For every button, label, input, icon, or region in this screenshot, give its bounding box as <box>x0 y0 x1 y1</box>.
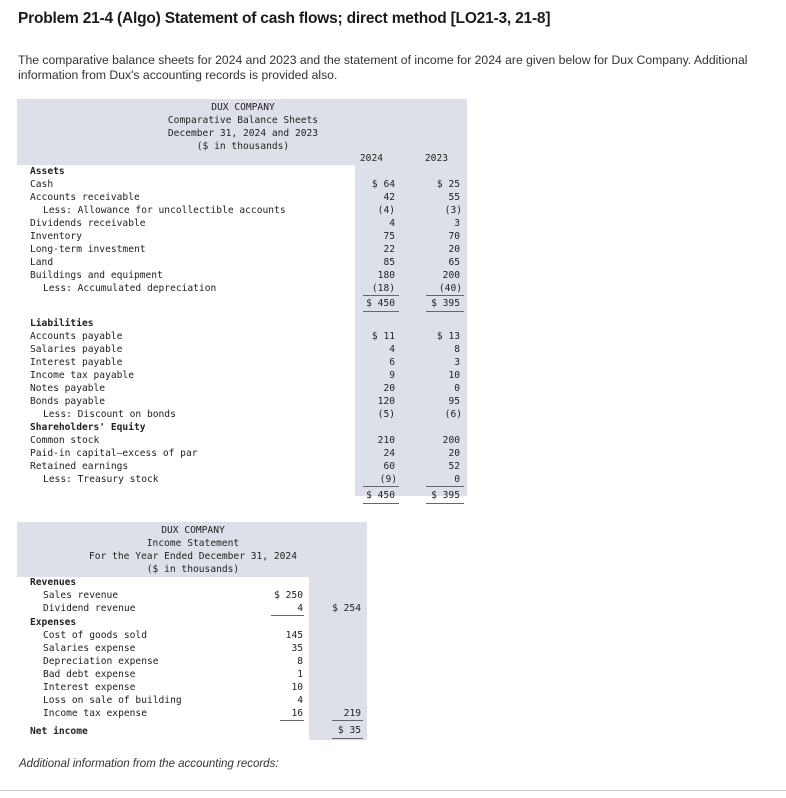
equity-2024: 24 <box>383 448 395 459</box>
liab-total-rule <box>363 503 399 504</box>
asset-label: Cash <box>30 179 54 190</box>
liab-subtotal-rule <box>426 486 464 487</box>
bs-company-name: DUX COMPANY <box>211 102 275 113</box>
assets-total-rule <box>363 311 399 312</box>
expense-label: Salaries expense <box>43 643 136 654</box>
asset-2023: (40) <box>438 283 462 294</box>
assets-subtotal-rule <box>363 295 399 296</box>
equity-label: Common stock <box>30 435 100 446</box>
equity-2024: 60 <box>383 461 395 472</box>
expense-label: Loss on sale of building <box>43 695 182 706</box>
equity-label: Paid-in capital—excess of par <box>30 448 198 459</box>
equity-2023: 0 <box>454 474 460 485</box>
assets-subtotal-rule <box>426 295 464 296</box>
liability-label: Salaries payable <box>30 344 123 355</box>
asset-2023: $ 25 <box>436 179 460 190</box>
liability-2024: $ 11 <box>371 331 395 342</box>
expense-amount: 4 <box>297 695 303 706</box>
equity-2023: 20 <box>448 448 460 459</box>
bs-units: ($ in thousands) <box>196 141 290 152</box>
problem-title: Problem 21-4 (Algo) Statement of cash flows; direct method [LO21-3, 21-8] <box>18 10 551 27</box>
liability-2024: 6 <box>389 357 395 368</box>
equity-2024: 210 <box>377 435 395 446</box>
asset-2024: 4 <box>389 218 395 229</box>
liability-2023: 0 <box>454 383 460 394</box>
liab-total-2023: $ 395 <box>431 490 460 501</box>
assets-total-2023: $ 395 <box>431 298 460 309</box>
asset-2023: 20 <box>448 244 460 255</box>
is-statement-name: Income Statement <box>146 538 240 549</box>
asset-2024: (18) <box>371 283 395 294</box>
liability-2024: 4 <box>389 344 395 355</box>
liability-2023: 3 <box>454 357 460 368</box>
is-company-name: DUX COMPANY <box>161 525 225 536</box>
is-period: For the Year Ended December 31, 2024 <box>89 551 297 562</box>
net-income-label: Net income <box>30 726 88 737</box>
expense-label: Interest expense <box>43 682 136 693</box>
liab-total-2024: $ 450 <box>366 490 395 501</box>
liability-2024: 20 <box>383 383 395 394</box>
revenue-label: Sales revenue <box>43 590 119 601</box>
expense-amount: 8 <box>297 656 303 667</box>
expenses-heading: Expenses <box>30 617 77 628</box>
liability-2024: 120 <box>377 396 395 407</box>
expense-amount: 16 <box>291 708 303 719</box>
asset-label: Less: Accumulated depreciation <box>43 283 217 294</box>
equity-label: Less: Treasury stock <box>43 474 159 485</box>
expense-label: Bad debt expense <box>43 669 136 680</box>
asset-2023: (3) <box>444 205 462 216</box>
asset-label: Inventory <box>30 231 82 242</box>
liability-2024: (5) <box>377 409 395 420</box>
asset-label: Long-term investment <box>30 244 146 255</box>
asset-label: Buildings and equipment <box>30 270 163 281</box>
liability-label: Income tax payable <box>30 370 134 381</box>
expenses-rule <box>280 720 304 721</box>
bs-date: December 31, 2024 and 2023 <box>167 128 319 139</box>
expense-label: Depreciation expense <box>43 656 159 667</box>
asset-2023: 200 <box>442 270 460 281</box>
asset-2024: (4) <box>377 205 395 216</box>
asset-2023: 55 <box>448 192 460 203</box>
expense-amount: 35 <box>291 643 303 654</box>
asset-2024: 180 <box>377 270 395 281</box>
equity-2023: 200 <box>442 435 460 446</box>
asset-2023: 70 <box>448 231 460 242</box>
net-income-amount: $ 35 <box>337 725 361 736</box>
is-units: ($ in thousands) <box>146 564 240 575</box>
asset-label: Less: Allowance for uncollectible accounts <box>43 205 286 216</box>
intro-text: The comparative balance sheets for 2024 and 2023 and the statement of income for 2024 are given below for Dux Company. Additional information from Dux's accounting records is provided also. <box>18 53 748 82</box>
asset-label: Land <box>30 257 54 268</box>
revenues-heading: Revenues <box>30 577 77 588</box>
asset-2024: $ 64 <box>371 179 395 190</box>
equity-2024: (9) <box>379 474 397 485</box>
asset-label: Accounts receivable <box>30 192 140 203</box>
liability-2023: 95 <box>448 396 460 407</box>
revenue-amount: 4 <box>297 603 303 614</box>
asset-2024: 22 <box>383 244 395 255</box>
equity-heading: Shareholders' Equity <box>30 422 146 433</box>
revenues-total: $ 254 <box>332 603 361 614</box>
revenue-label: Dividend revenue <box>43 603 136 614</box>
asset-2024: 75 <box>383 231 395 242</box>
additional-info-heading: Additional information from the accounting records: <box>19 758 279 770</box>
bs-statement-name: Comparative Balance Sheets <box>167 115 319 126</box>
liability-2023: (6) <box>444 409 462 420</box>
assets-heading: Assets <box>30 166 65 177</box>
revenue-amount: $ 250 <box>274 590 303 601</box>
asset-2024: 42 <box>383 192 395 203</box>
liability-label: Accounts payable <box>30 331 123 342</box>
expense-label: Cost of goods sold <box>43 630 147 641</box>
liab-subtotal-rule <box>363 486 399 487</box>
equity-label: Retained earnings <box>30 461 129 472</box>
liability-2023: $ 13 <box>436 331 460 342</box>
liabilities-heading: Liabilities <box>30 318 94 329</box>
divider <box>0 790 786 791</box>
liability-label: Bonds payable <box>30 396 106 407</box>
liability-label: Interest payable <box>30 357 123 368</box>
liab-total-rule <box>426 503 464 504</box>
assets-total-rule <box>426 311 464 312</box>
net-income-rule <box>332 738 363 739</box>
asset-2024: 85 <box>383 257 395 268</box>
col-header-2024: 2024 <box>359 153 383 164</box>
liability-label: Less: Discount on bonds <box>43 409 176 420</box>
liability-2023: 8 <box>454 344 460 355</box>
revenues-rule <box>271 615 304 616</box>
expense-amount: 145 <box>285 630 303 641</box>
expenses-total: 219 <box>343 708 361 719</box>
assets-total-2024: $ 450 <box>366 298 395 309</box>
col-header-2023: 2023 <box>424 153 448 164</box>
asset-label: Dividends receivable <box>30 218 146 229</box>
expenses-total-rule <box>332 720 363 721</box>
expense-label: Income tax expense <box>43 708 147 719</box>
expense-amount: 1 <box>297 669 303 680</box>
liability-2023: 10 <box>448 370 460 381</box>
liability-label: Notes payable <box>30 383 106 394</box>
expense-amount: 10 <box>291 682 303 693</box>
liability-2024: 9 <box>389 370 395 381</box>
equity-2023: 52 <box>448 461 460 472</box>
asset-2023: 3 <box>454 218 460 229</box>
asset-2023: 65 <box>448 257 460 268</box>
